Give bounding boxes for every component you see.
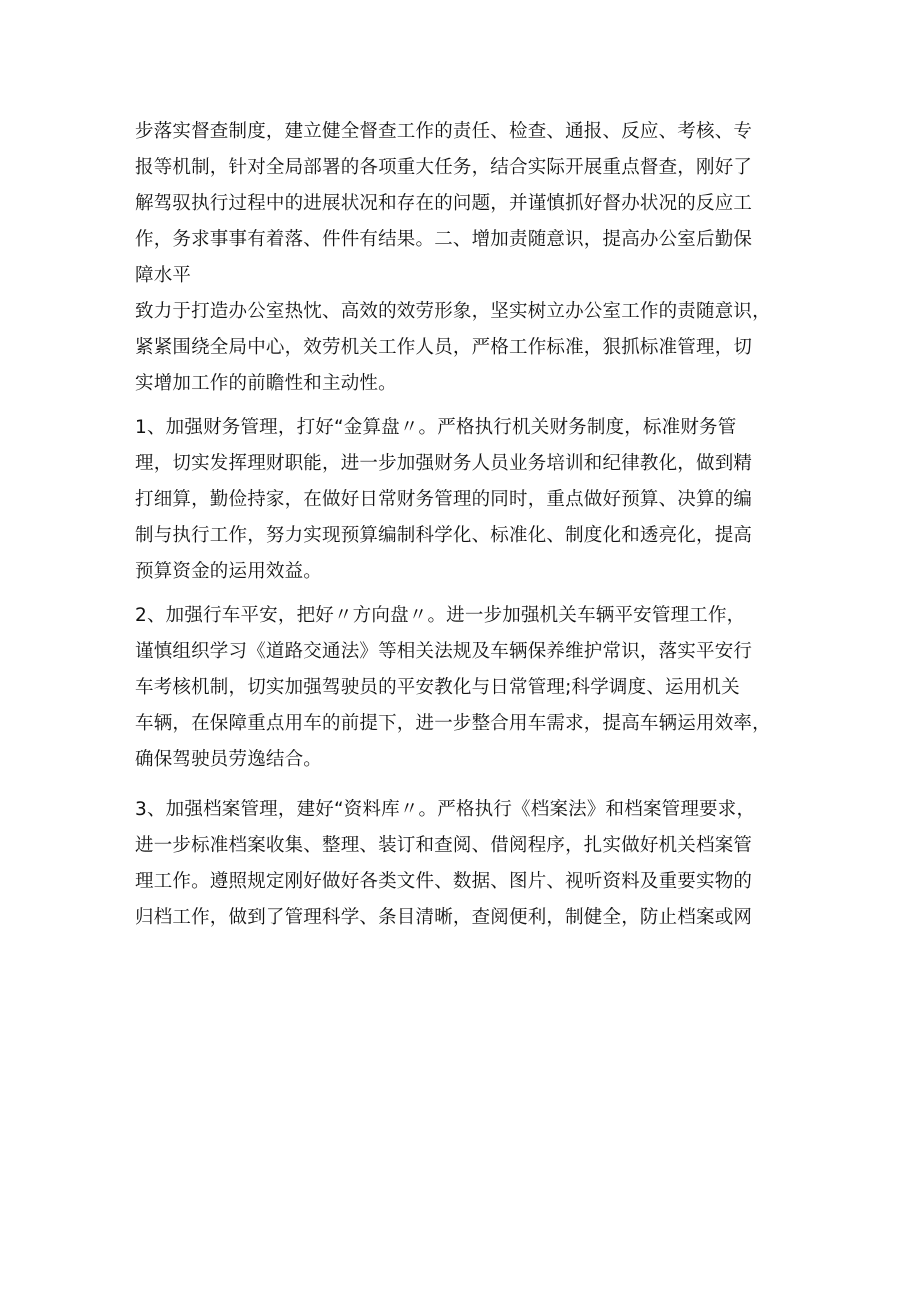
text-line: 1、加强财务管理，打好“金算盘〃。严格执行机关财务制度，标准财务管	[135, 417, 737, 438]
text-line: 紧紧围绕全局中心，效劳机关工作人员，严格工作标准，狠抓标准管理，切	[135, 337, 753, 358]
text-line: 障水平	[135, 265, 192, 286]
text-line: 报等机制，针对全局部署的各项重大任务，结合实际开展重点督查，刚好了	[135, 157, 753, 178]
text-line: 致力于打造办公室热忱、高效的效劳形象，坚实树立办公室工作的责随意识，	[135, 301, 771, 322]
text-line: 打细算，勤俭持家，在做好日常财务管理的同时，重点做好预算、决算的编	[135, 489, 753, 510]
paragraph-service-image	[135, 294, 795, 402]
paragraph-archives	[135, 792, 795, 936]
paragraph-vehicle-safety	[135, 598, 795, 778]
text-line: 作，务求事事有着落、件件有结果。二、增加责随意识，提高办公室后勤保	[135, 229, 753, 250]
paragraph-finance	[135, 410, 795, 590]
text-line: 3、加强档案管理，建好“资料库〃。严格执行《档案法》和档案管理要求，	[135, 799, 756, 820]
text-line: 谨慎组织学习《道路交通法》等相关法规及车辆保养维护常识，落实平安行	[135, 641, 753, 662]
text-line: 解驾驭执行过程中的进展状况和存在的问题，并谨慎抓好督办状况的反应工	[135, 193, 753, 214]
text-line: 预算资金的运用效益。	[135, 561, 323, 582]
text-line: 制与执行工作，努力实现预算编制科学化、标准化、制度化和透亮化，提高	[135, 525, 753, 546]
text-line: 车辆，在保障重点用车的前提下，进一步整合用车需求，提高车辆运用效率，	[135, 713, 771, 734]
text-line: 归档工作，做到了管理科学、条目清晰，查阅便利，制健全，防止档案或网	[135, 907, 753, 928]
text-line: 步落实督查制度，建立健全督查工作的责任、检查、通报、反应、考核、专	[135, 121, 753, 142]
paragraph-supervision	[135, 114, 795, 294]
text-line: 理工作。遵照规定刚好做好各类文件、数据、图片、视听资料及重要实物的	[135, 871, 753, 892]
text-line: 车考核机制，切实加强驾驶员的平安教化与日常管理;科学调度、运用机关	[135, 677, 740, 698]
text-line: 进一步标准档案收集、整理、装订和查阅、借阅程序，扎实做好机关档案管	[135, 835, 753, 856]
text-line: 实增加工作的前瞻性和主动性。	[135, 373, 397, 394]
document-body	[135, 114, 795, 936]
text-line: 理，切实发挥理财职能，进一步加强财务人员业务培训和纪律教化，做到精	[135, 453, 753, 474]
text-line: 确保驾驶员劳逸结合。	[135, 749, 323, 770]
text-line: 2、加强行车平安，把好〃方向盘〃。进一步加强机关车辆平安管理工作，	[135, 605, 746, 626]
